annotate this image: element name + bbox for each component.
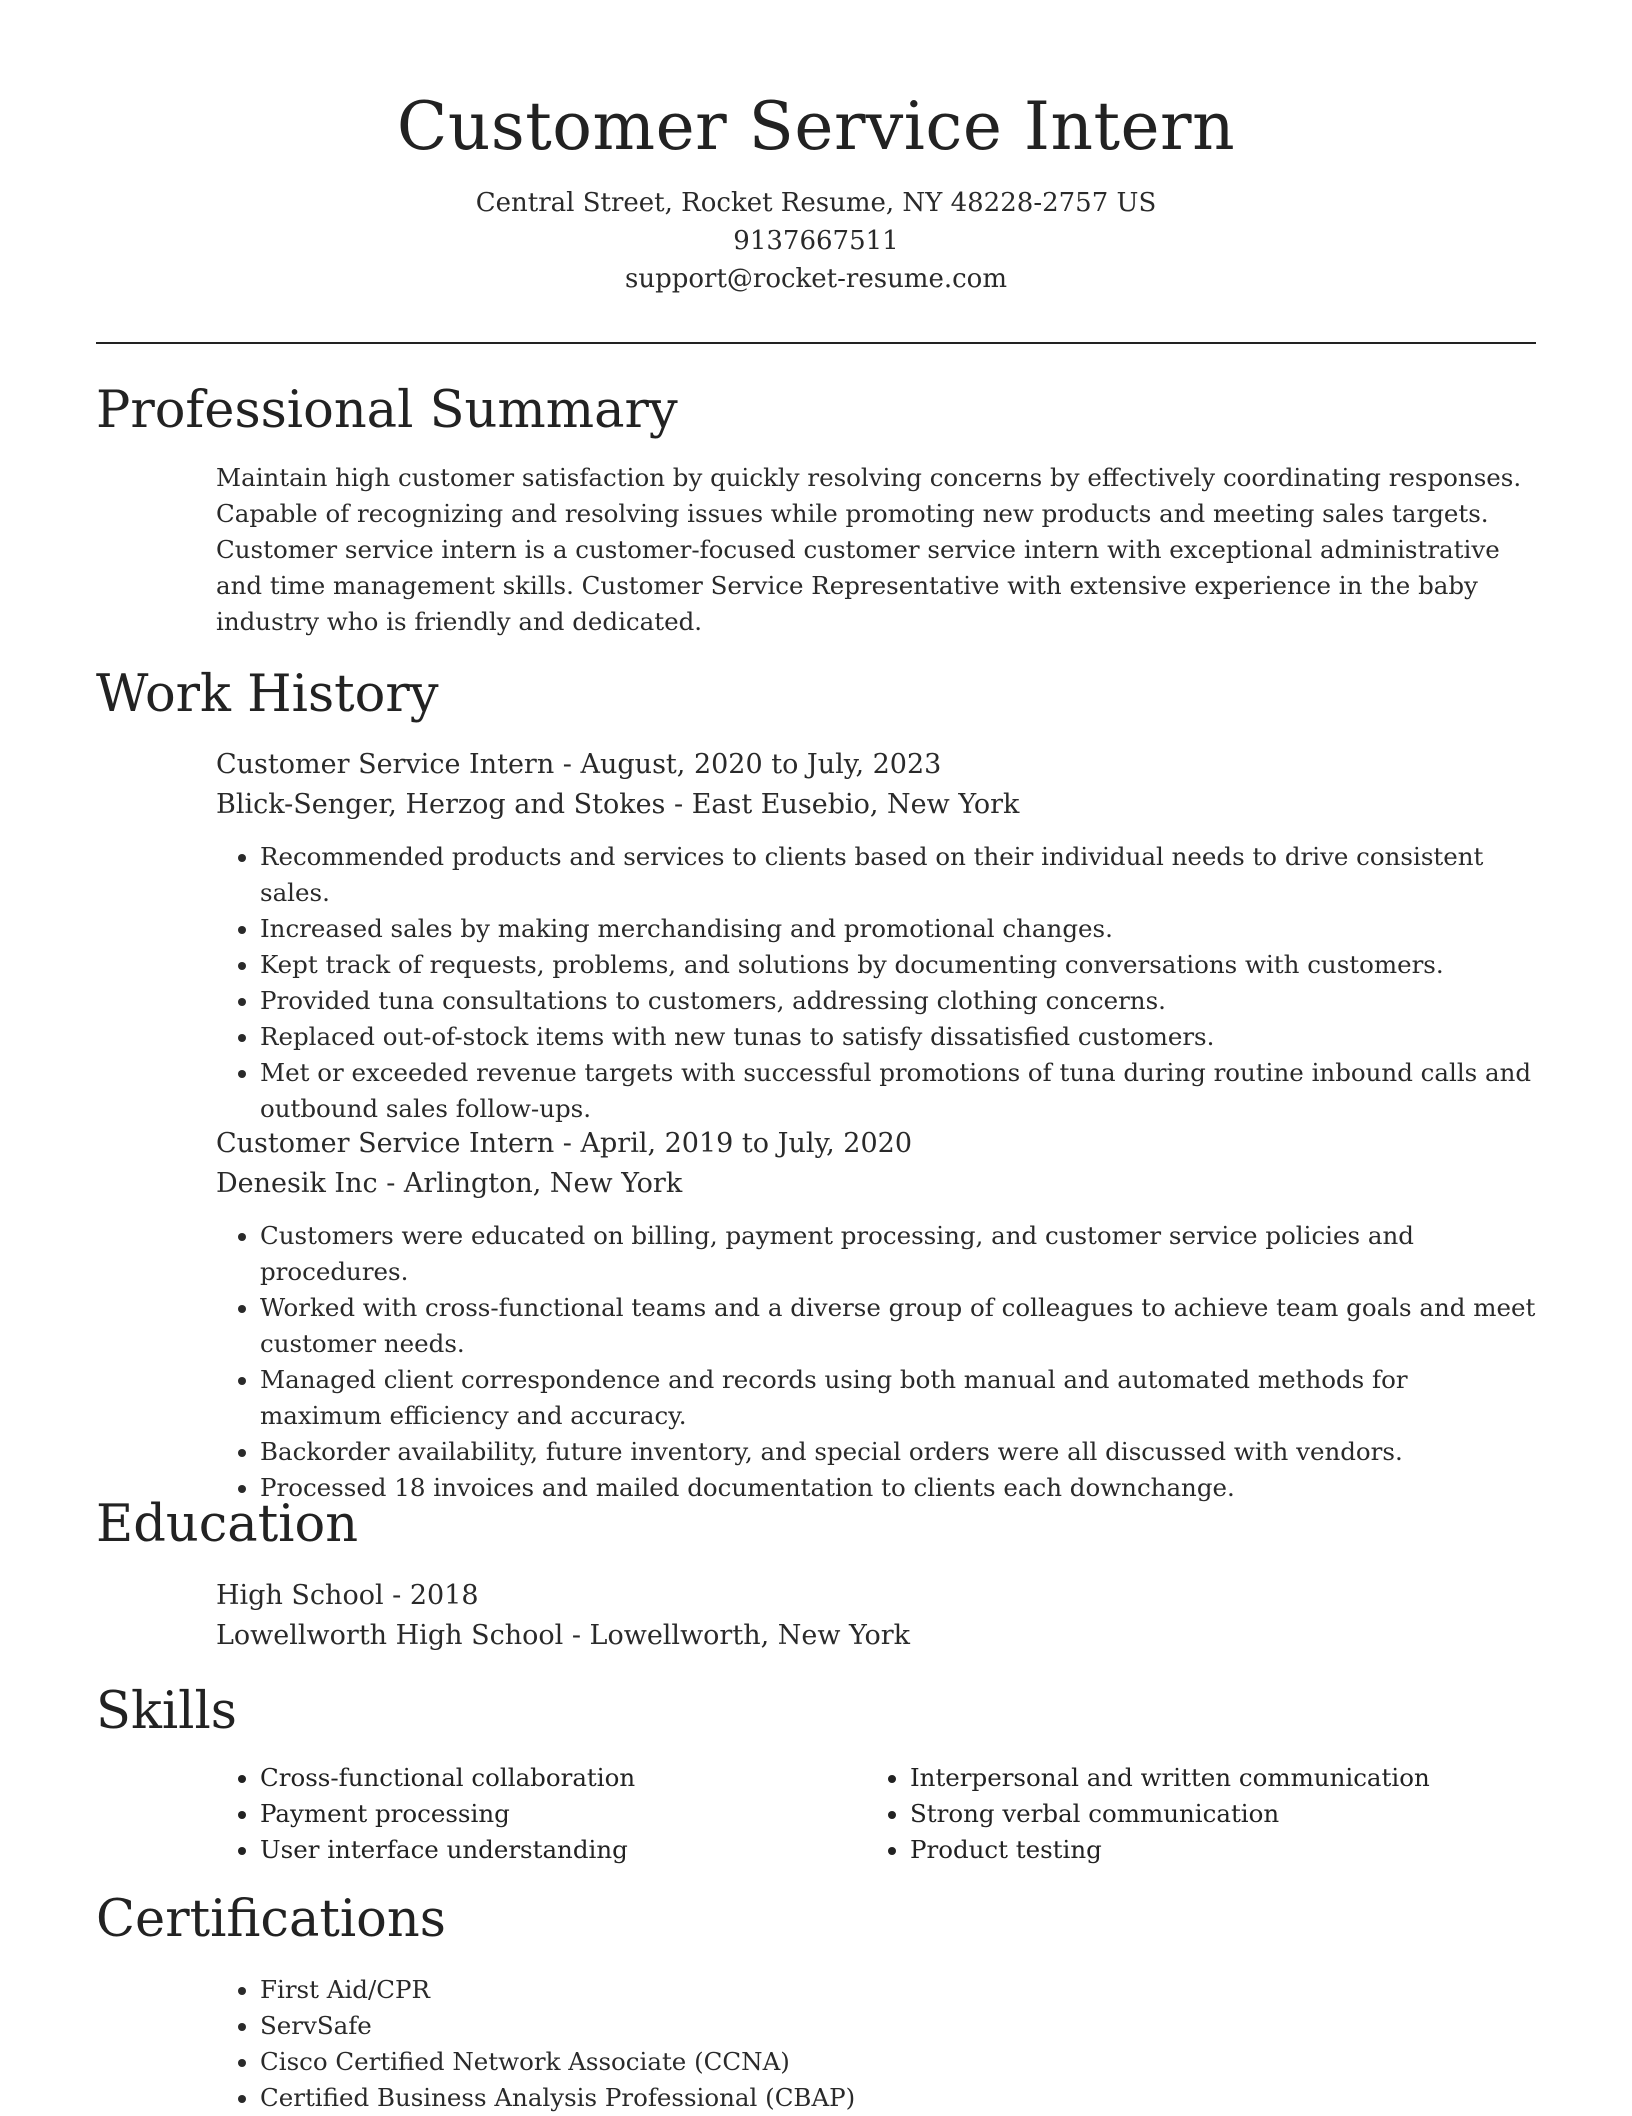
resume-name: Customer Service Intern (396, 88, 1236, 165)
skills-list-left (216, 1760, 866, 1868)
job-bullet: • Worked with cross-functional teams and a diverse group of colleagues to achieve team goals and meet customer needs. (260, 1290, 1536, 1362)
job-bullet: • Processed 18 invoices and mailed documentation to clients each downchange. (260, 1470, 1536, 1506)
job-title-line (216, 1124, 1536, 1164)
education-location: - Lowellworth, New York (563, 1620, 911, 1651)
education-degree: High School (216, 1580, 384, 1611)
section-title-education: Education (96, 1495, 359, 1554)
summary-block (216, 460, 1536, 640)
resume-header (96, 82, 1536, 298)
job-bullet: • Met or exceeded revenue targets with successful promotions of tuna during routine inbound calls and outbound sales follow-ups. (260, 1055, 1536, 1127)
job-location: - Arlington, New York (377, 1168, 683, 1199)
education-entry (216, 1576, 1536, 1656)
job-company-line (216, 1164, 1536, 1204)
contact-phone: 9137667511 (733, 226, 899, 256)
certifications-block (216, 1972, 1536, 2116)
certification-item: • First Aid/CPR (260, 1972, 1536, 2008)
certification-item: • Certified Business Analysis Professional (CBAP) (260, 2080, 1536, 2116)
certification-item: • ServSafe (260, 2008, 1536, 2044)
job-bullets (216, 1218, 1536, 1506)
skill-item: • Cross-functional collaboration (260, 1760, 866, 1796)
job-dates: - April, 2019 to July, 2020 (554, 1128, 913, 1159)
job-role: Customer Service Intern (216, 749, 555, 780)
job-location: - East Eusebio, New York (665, 789, 1020, 820)
header-divider (96, 342, 1536, 344)
section-title-summary: Professional Summary (96, 381, 678, 440)
job-entry (216, 745, 1536, 1127)
job-title-line (216, 745, 1536, 785)
job-company: Denesik Inc (216, 1168, 378, 1199)
education-year: - 2018 (383, 1580, 479, 1611)
contact-address: Central Street, Rocket Resume, NY 48228-2757 US (475, 188, 1157, 218)
job-company: Blick-Senger, Herzog and Stokes (216, 789, 666, 820)
job-entry (216, 1124, 1536, 1506)
skills-columns (216, 1760, 1536, 1868)
section-title-skills: Skills (96, 1682, 237, 1741)
skills-list-right (866, 1760, 1516, 1868)
education-degree-line (216, 1576, 1536, 1616)
job-bullet: • Provided tuna consultations to customers, addressing clothing concerns. (260, 983, 1536, 1019)
section-title-certifications: Certifications (96, 1890, 446, 1949)
certifications-list (216, 1972, 1536, 2116)
job-role: Customer Service Intern (216, 1128, 555, 1159)
section-title-work-history: Work History (96, 665, 439, 724)
contact-info (96, 184, 1536, 298)
skill-item: • Interpersonal and written communication (910, 1760, 1516, 1796)
job-bullet: • Increased sales by making merchandising and promotional changes. (260, 911, 1536, 947)
skill-item: • Payment processing (260, 1796, 866, 1832)
skill-item: • User interface understanding (260, 1832, 866, 1868)
job-bullet: • Replaced out-of-stock items with new tunas to satisfy dissatisfied customers. (260, 1019, 1536, 1055)
education-school-line (216, 1616, 1536, 1656)
job-bullet: • Backorder availability, future inventory, and special orders were all discussed with vendors. (260, 1434, 1536, 1470)
job-dates: - August, 2020 to July, 2023 (554, 749, 942, 780)
job-company-line (216, 785, 1536, 825)
job-bullet: • Customers were educated on billing, payment processing, and customer service policies and procedures. (260, 1218, 1536, 1290)
summary-text: Maintain high customer satisfaction by quickly resolving concerns by effectively coordinating responses. Capable of recognizing and resolving issues while promoting new products and meeting sales targets. Customer service intern is a customer-focused customer service intern with exceptional administrative and time management skills. Customer Service Representative with extensive experience in the baby industry who is friendly and dedicated. (216, 463, 1522, 636)
job-bullet: • Kept track of requests, problems, and solutions by documenting conversations with customers. (260, 947, 1536, 983)
education-school: Lowellworth High School (216, 1620, 564, 1651)
job-bullet: • Managed client correspondence and records using both manual and automated methods for maximum efficiency and accuracy. (260, 1362, 1536, 1434)
job-bullets (216, 839, 1536, 1127)
skill-item: • Strong verbal communication (910, 1796, 1516, 1832)
contact-email: support@rocket-resume.com (624, 264, 1007, 294)
certification-item: • Cisco Certified Network Associate (CCNA) (260, 2044, 1536, 2080)
job-bullet: • Recommended products and services to clients based on their individual needs to drive consistent sales. (260, 839, 1536, 911)
skill-item: • Product testing (910, 1832, 1516, 1868)
